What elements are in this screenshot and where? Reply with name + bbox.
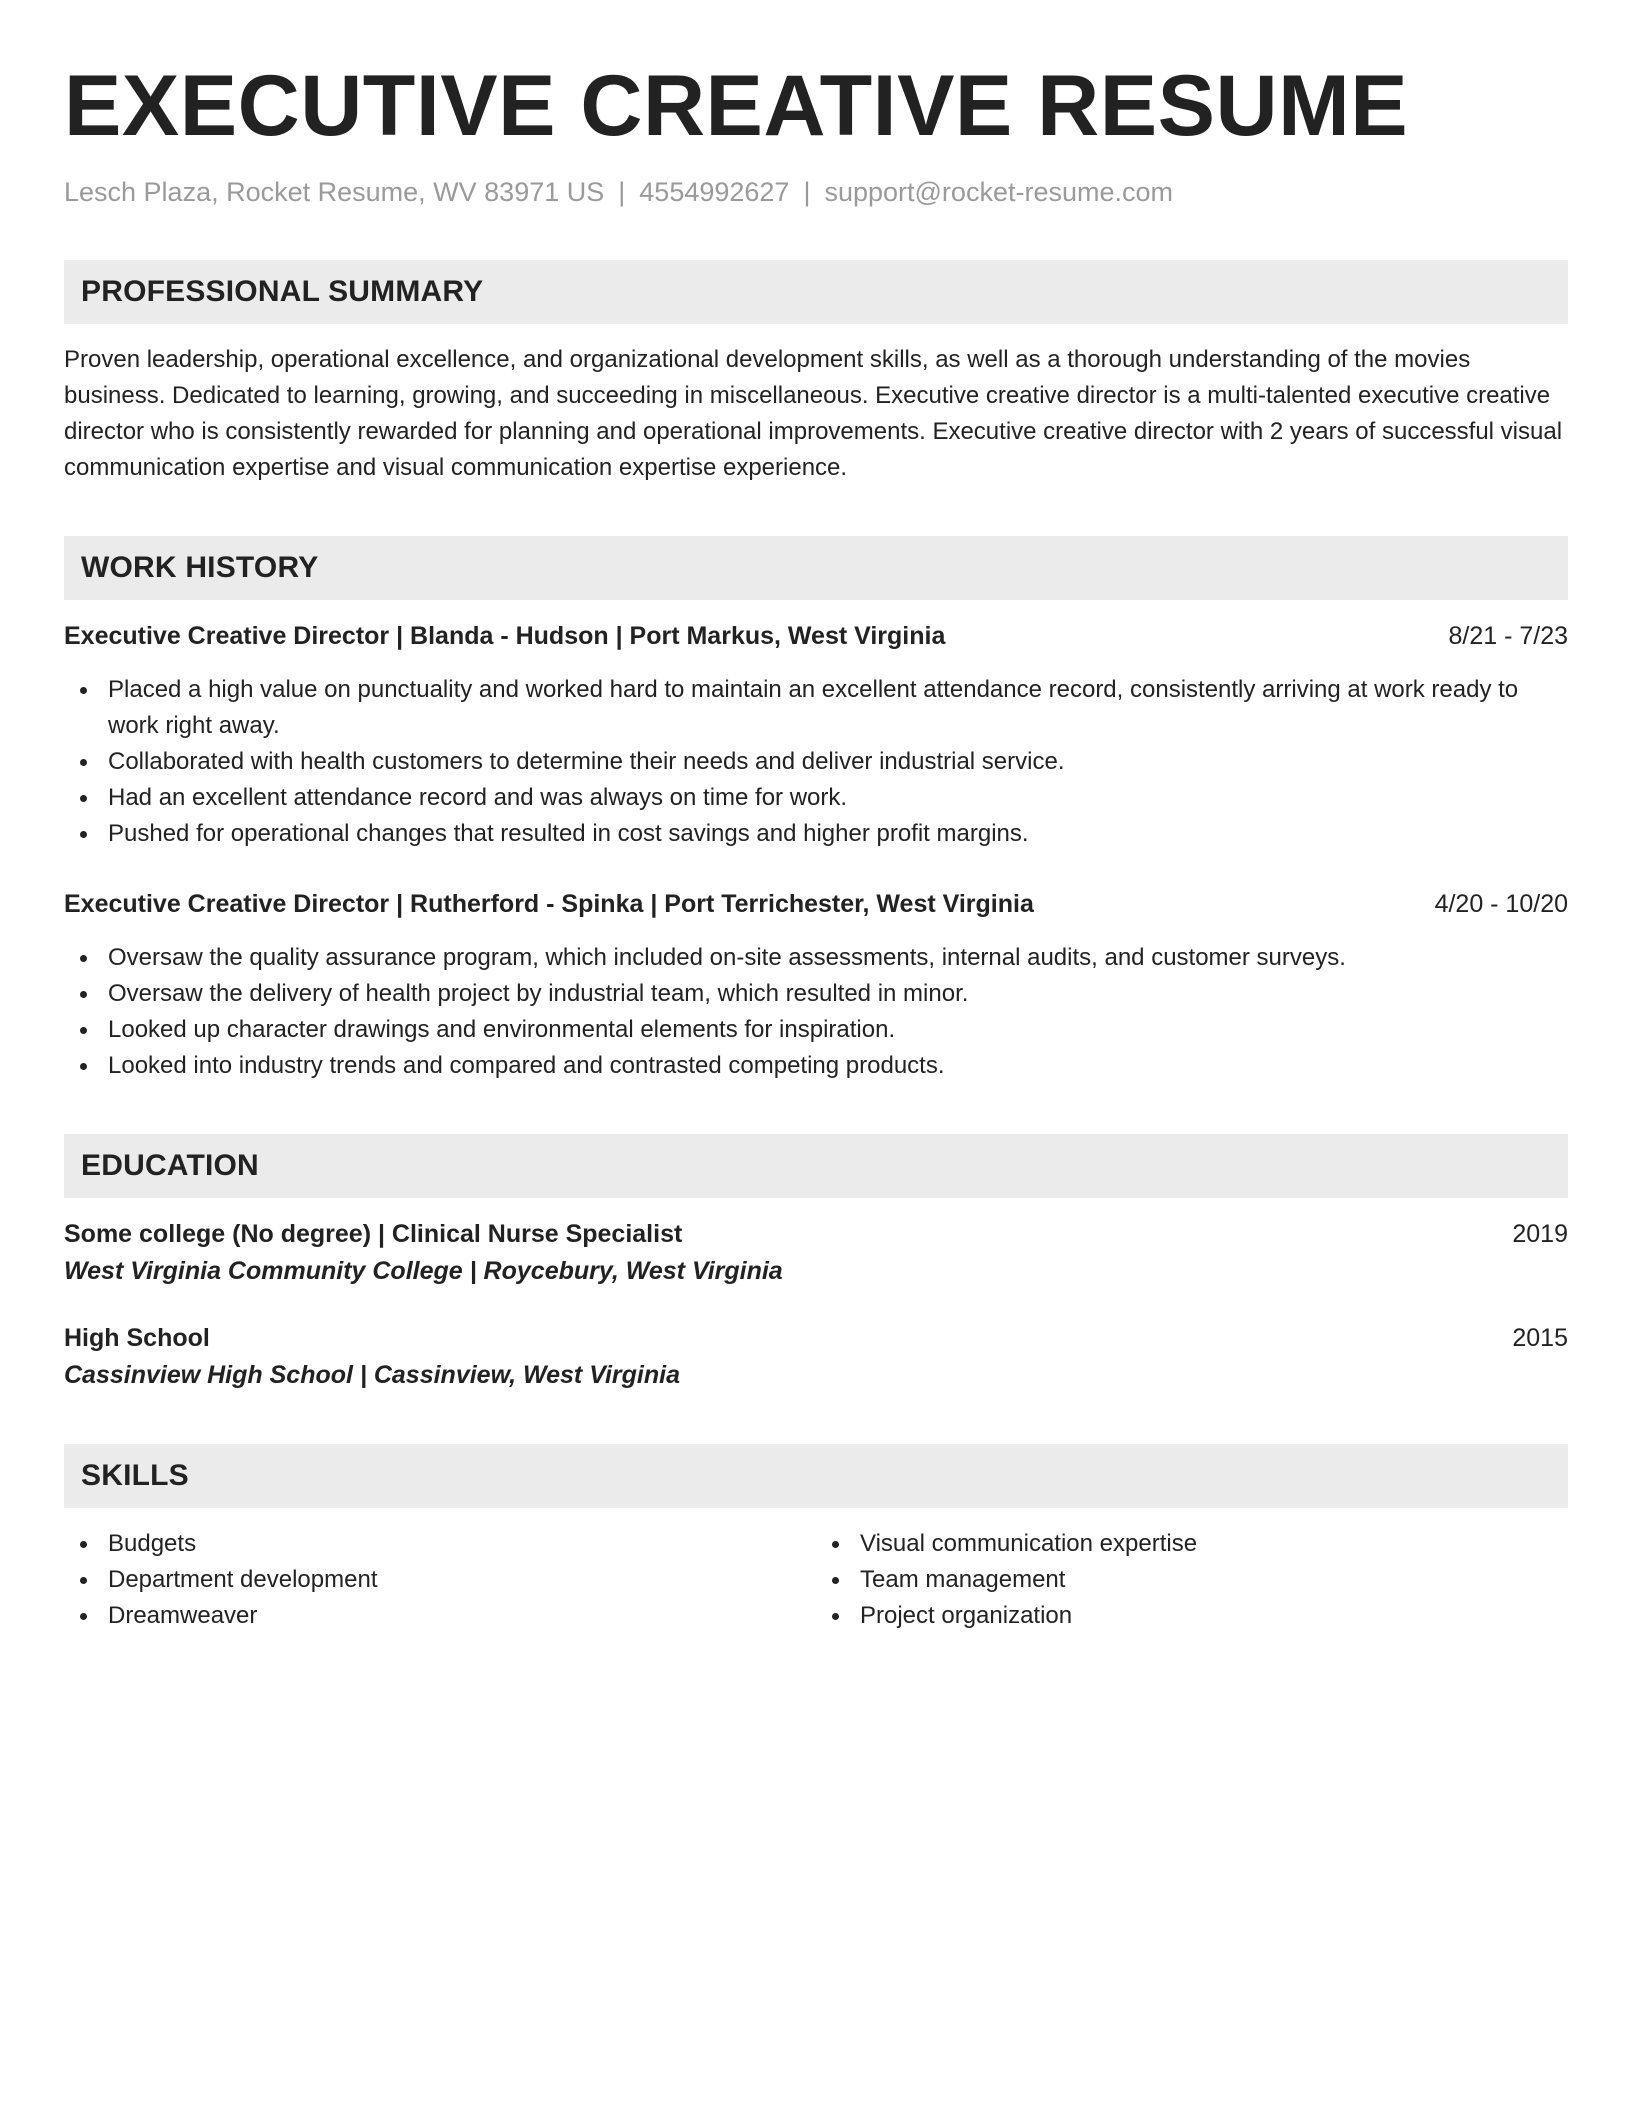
contact-separator: | bbox=[618, 177, 626, 207]
resume-title: EXECUTIVE CREATIVE RESUME bbox=[64, 58, 1409, 154]
education-degree: High School bbox=[64, 1324, 210, 1352]
education-degree: Some college (No degree) | Clinical Nurse Specialist bbox=[64, 1220, 683, 1248]
skills-list bbox=[64, 1526, 1568, 1634]
job-title: Executive Creative Director | Rutherford - Spinka | Port Terrichester, West Virginia bbox=[64, 890, 1034, 918]
job-dates: 4/20 - 10/20 bbox=[1434, 890, 1568, 918]
list-item: Placed a high value on punctuality and worked hard to maintain an excellent attendance record, consistently arriving at work ready to work right away. bbox=[64, 672, 1568, 744]
contact-separator: | bbox=[803, 177, 811, 207]
list-item: Looked into industry trends and compared and contrasted competing products. bbox=[64, 1048, 1568, 1084]
education-header bbox=[64, 1320, 1568, 1356]
skill-item: Team management bbox=[816, 1562, 1568, 1598]
job-header bbox=[64, 886, 1568, 922]
education-school: West Virginia Community College | Roycebury, West Virginia bbox=[64, 1257, 783, 1285]
skill-item: Budgets bbox=[64, 1526, 816, 1562]
education-entry bbox=[64, 1320, 1568, 1394]
list-item: Oversaw the quality assurance program, which included on-site assessments, internal audits, and customer surveys. bbox=[64, 940, 1568, 976]
section-title: SKILLS bbox=[81, 1459, 189, 1492]
contact-email: support@rocket-resume.com bbox=[824, 177, 1173, 207]
education-school: Cassinview High School | Cassinview, West Virginia bbox=[64, 1361, 680, 1389]
job-bullets bbox=[64, 672, 1568, 852]
job-header bbox=[64, 618, 1568, 654]
education-year: 2019 bbox=[1512, 1220, 1568, 1248]
skill-item: Visual communication expertise bbox=[816, 1526, 1568, 1562]
list-item: Collaborated with health customers to determine their needs and deliver industrial service. bbox=[64, 744, 1568, 780]
education-header bbox=[64, 1216, 1568, 1252]
job-entry bbox=[64, 886, 1568, 1084]
skill-item: Department development bbox=[64, 1562, 816, 1598]
contact-address: Lesch Plaza, Rocket Resume, WV 83971 US bbox=[64, 177, 605, 207]
skill-item: Dreamweaver bbox=[64, 1598, 816, 1634]
skill-item: Project organization bbox=[816, 1598, 1568, 1634]
section-header-summary bbox=[64, 260, 1568, 324]
summary-text: Proven leadership, operational excellence, and organizational development skills, as well as a thorough understanding of the movies business. Dedicated to learning, growing, and succeeding in miscellaneous. Executive creative director is a multi-talented executive creative director who is consistently rewarded for planning and operational improvements. Executive creative director with 2 years of successful visual communication expertise and visual communication expertise experience. bbox=[64, 346, 1563, 481]
section-title: WORK HISTORY bbox=[81, 551, 319, 584]
contact-phone: 4554992627 bbox=[639, 177, 790, 207]
list-item: Oversaw the delivery of health project by industrial team, which resulted in minor. bbox=[64, 976, 1568, 1012]
list-item: Pushed for operational changes that resulted in cost savings and higher profit margins. bbox=[64, 816, 1568, 852]
skills-column-right bbox=[816, 1526, 1568, 1634]
education-entry bbox=[64, 1216, 1568, 1290]
skills-column-left bbox=[64, 1526, 816, 1634]
job-entry bbox=[64, 618, 1568, 852]
job-bullets bbox=[64, 940, 1568, 1084]
section-title: PROFESSIONAL SUMMARY bbox=[81, 275, 484, 308]
list-item: Had an excellent attendance record and was always on time for work. bbox=[64, 780, 1568, 816]
section-header-skills bbox=[64, 1444, 1568, 1508]
list-item: Looked up character drawings and environmental elements for inspiration. bbox=[64, 1012, 1568, 1048]
section-header-education bbox=[64, 1134, 1568, 1198]
job-dates: 8/21 - 7/23 bbox=[1448, 622, 1568, 650]
job-title: Executive Creative Director | Blanda - Hudson | Port Markus, West Virginia bbox=[64, 622, 946, 650]
contact-line bbox=[64, 174, 1568, 210]
section-title: EDUCATION bbox=[81, 1149, 259, 1182]
education-year: 2015 bbox=[1512, 1324, 1568, 1352]
section-header-work-history bbox=[64, 536, 1568, 600]
